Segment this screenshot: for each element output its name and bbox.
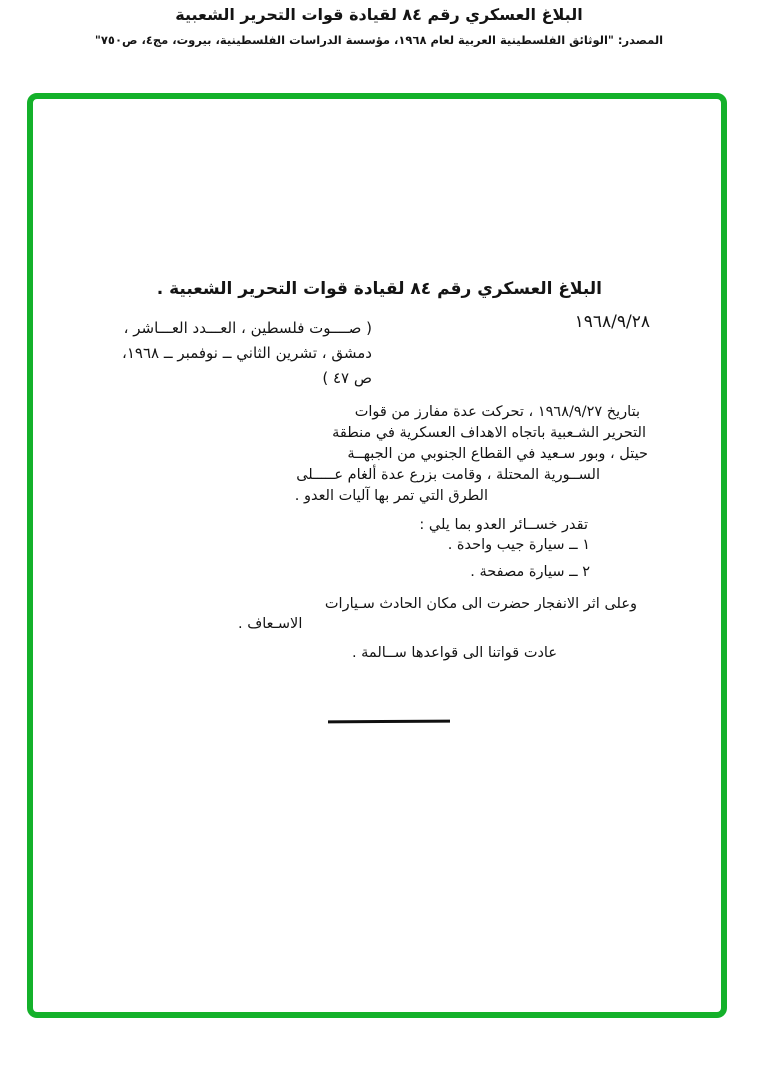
body-line: التحرير الشـعبية باتجاه الاهداف العسكرية في منطقة [332,425,646,441]
body-line: وعلى اثر الانفجار حضرت الى مكان الحادث سـيارات [324,596,637,612]
body-line: تقدر خســائر العدو بما يلي : [419,517,588,533]
citation-line: ص ٤٧ ) [322,369,372,387]
body-line: حيتل ، وبور سـعيد في القطاع الجنوبي من الجبهــة [347,446,648,462]
document-title: البلاغ العسكري رقم ٨٤ لقيادة قوات التحرير الشعبية . [156,279,602,299]
end-separator-line [328,720,450,724]
body-line: عادت قواتنا الى قواعدها ســالمة . [351,645,557,661]
body-line: بتاريخ ١٩٦٨/٩/٢٧ ، تحركت عدة مفارز من قوات [354,404,640,420]
body-line: ١ ــ سيارة جيب واحدة . [447,537,590,553]
source-citation: المصدر: "الوثائق الفلسطينية العربية لعام ١٩٦٨، مؤسسة الدراسات الفلسطينية، بيروت، مج٤، ص٧٥٠" [94,33,664,47]
document-date: ١٩٦٨/٩/٢٨ [574,312,650,332]
body-line: الطرق التي تمر بها آليات العدو . [294,488,488,504]
citation-line: دمشق ، تشرين الثاني ــ نوفمبر ــ ١٩٦٨، [122,344,372,362]
citation-line: ( صــــوت فلسطين ، العـــدد العـــاشر ، [123,319,372,337]
publication-citation [50,316,372,391]
document-frame [27,93,727,1018]
page-title: البلاغ العسكري رقم ٨٤ لقيادة قوات التحرير الشعبية [175,5,583,24]
body-line: ٢ ــ سيارة مصفحة . [470,564,590,580]
body-line: الاسـعاف . [238,616,303,632]
body-line: الســورية المحتلة ، وقامت بزرع عدة ألغام عـــــلى [296,467,600,483]
